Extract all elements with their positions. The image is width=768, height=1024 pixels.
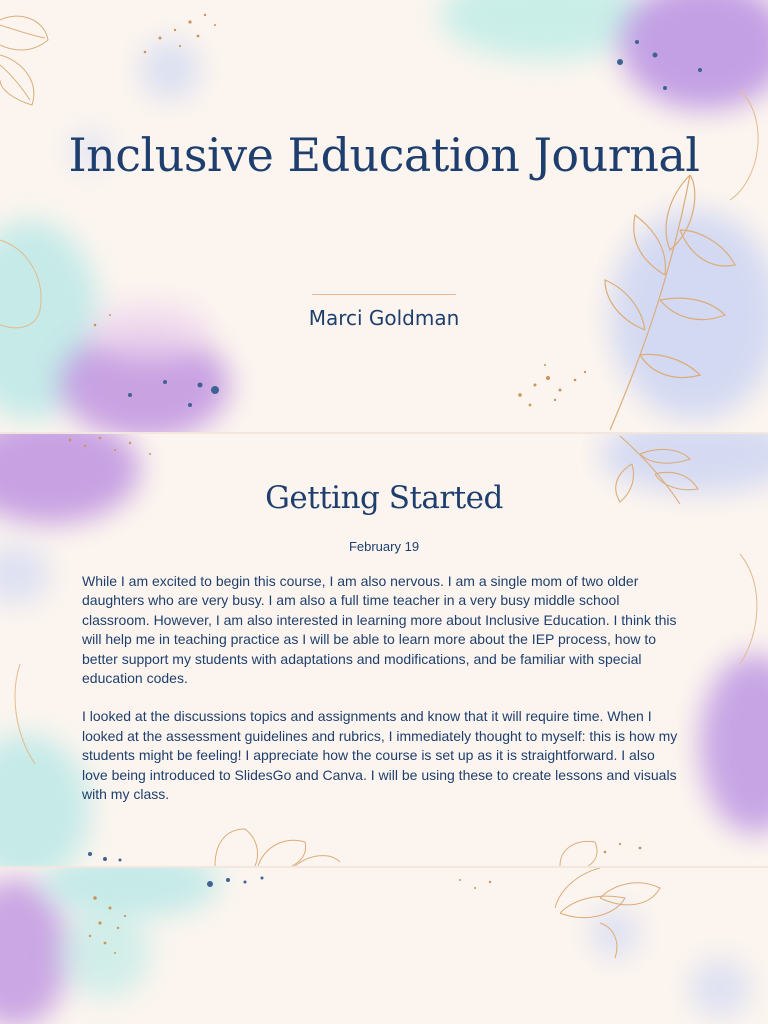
watercolor-blob: [60, 908, 150, 998]
entry-paragraph: While I am excited to begin this course, I am also nervous. I am a single mom of two older daughters who are very busy. I am also a full time teacher in a very busy middle school classroom. However, I am also interested in learning more about Inclusive Education. I think this will help me in teaching practice as I will be able to learn more about the IEP process, how to better support my students with adaptations and modifications, and be familiar with special education codes.: [82, 573, 677, 687]
title-divider: [312, 294, 456, 295]
watercolor-blob: [590, 908, 640, 958]
cover-slide: [0, 0, 768, 432]
entry-body: [82, 572, 682, 823]
entry-date: February 19: [348, 539, 420, 554]
watercolor-blob: [140, 40, 200, 100]
entry-paragraph: I looked at the discussions topics and assignments and know that it will require time. When I looked at the assessment guidelines and rubrics, I immediately thought to myself: this is how my students might be feeling! I appreciate how the course is set up as it is straightforward. I also love being introduced to SlidesGo and Canva. I will be using these to create lessons and visuals with my class.: [82, 708, 678, 803]
watercolor-blob: [0, 734, 90, 866]
watercolor-blob: [620, 0, 768, 110]
next-slide-preview: [0, 868, 768, 1024]
watercolor-blob: [690, 958, 750, 1018]
watercolor-blob: [440, 0, 650, 60]
watercolor-blob: [700, 654, 768, 834]
watercolor-blob: [40, 868, 220, 918]
gold-flower-outline: [0, 16, 48, 105]
entry-slide: [0, 434, 768, 866]
author-name: Marci Goldman: [308, 306, 460, 330]
gold-flower-outline: [215, 829, 597, 866]
journal-title: Inclusive Education Journal: [68, 128, 700, 182]
entry-heading: Getting Started: [265, 480, 503, 516]
navy-ink-dots: [88, 852, 122, 862]
